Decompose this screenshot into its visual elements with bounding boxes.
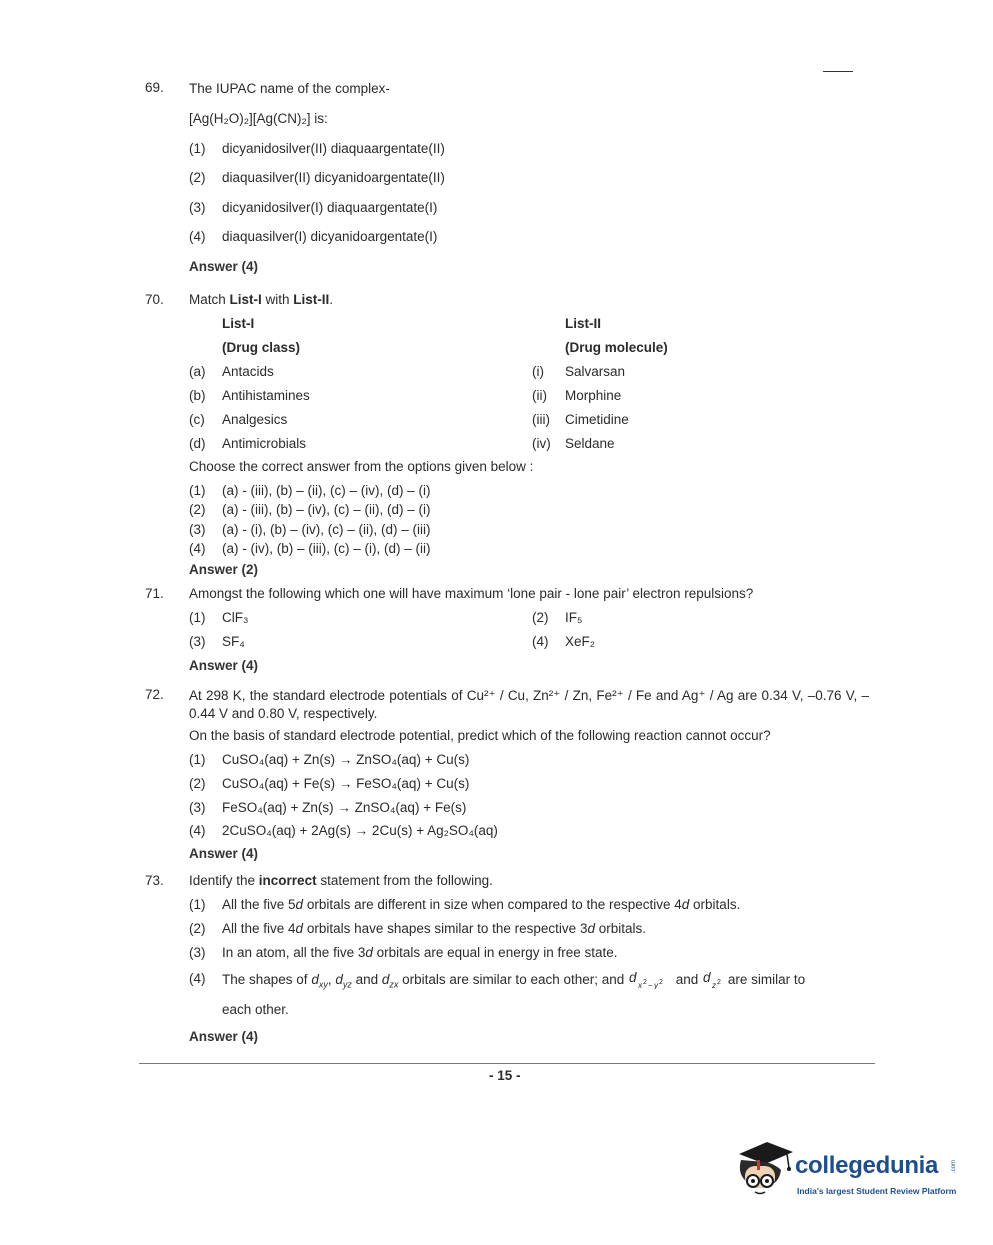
stem-part: with <box>261 292 294 307</box>
list2-subheading: (Drug molecule) <box>565 340 668 355</box>
option-text: 2CuSO₄(aq) + 2Ag(s) → 2Cu(s) + Ag₂SO₄(aq) <box>222 823 498 838</box>
d-x2-y2-orbital <box>628 971 672 989</box>
option-number: (1) <box>189 483 206 498</box>
list1-item: Antihistamines <box>222 388 310 403</box>
answer-label: Answer (4) <box>189 259 259 274</box>
option-number: (3) <box>189 634 206 649</box>
question-stem <box>189 873 493 888</box>
question-number: 73. <box>145 873 164 888</box>
text-part: All the five 5 <box>222 897 296 912</box>
option-number: (4) <box>189 823 206 838</box>
option-number: (4) <box>532 634 549 649</box>
option-text: ClF₃ <box>222 610 249 625</box>
option-number: (3) <box>189 522 206 537</box>
list1-label: (a) <box>189 364 206 379</box>
option-number: (3) <box>189 945 206 960</box>
option-number: (4) <box>189 541 206 556</box>
text-part: orbitals. <box>594 921 646 936</box>
d-yz-orbital <box>335 972 352 990</box>
option-number: (4) <box>189 229 206 244</box>
list2-label: (iii) <box>532 412 550 427</box>
logo-wordmark: collegedunia <box>795 1152 939 1179</box>
logo-tagline: India's largest Student Review Platform <box>797 1186 957 1196</box>
option-number: (1) <box>189 141 206 156</box>
list2-item: Morphine <box>565 388 622 403</box>
stem-part: . <box>329 292 334 307</box>
answer-label: Answer (4) <box>189 658 259 673</box>
text-part: are similar to <box>724 972 806 987</box>
d-zx-orbital <box>381 972 399 990</box>
list1-label: (d) <box>189 436 206 451</box>
d-symbol: d <box>335 972 343 987</box>
text-part: In an atom, all the five 3 <box>222 945 366 960</box>
list1-subheading: (Drug class) <box>222 340 301 355</box>
option-text: XeF₂ <box>565 634 595 649</box>
question-number: 70. <box>145 292 164 307</box>
list1-label: (c) <box>189 412 205 427</box>
option-text <box>222 897 740 912</box>
stem-bold: incorrect <box>258 873 317 888</box>
option-number: (1) <box>189 610 206 625</box>
logo-com: .com <box>951 1160 957 1174</box>
d-xy-orbital <box>311 972 328 990</box>
text-part: orbitals are equal in energy in free state. <box>372 945 618 960</box>
d-symbol: d <box>681 897 690 912</box>
list2-heading: List-II <box>565 316 601 331</box>
footer-rule <box>139 1063 875 1064</box>
header-rule <box>823 71 853 72</box>
stem-list2: List-II <box>293 292 330 307</box>
text-part: and <box>351 972 382 987</box>
option-text: CuSO₄(aq) + Zn(s) → ZnSO₄(aq) + Cu(s) <box>222 752 470 767</box>
option-text: (a) - (iv), (b) – (iii), (c) – (i), (d) – (ii) <box>222 541 431 556</box>
text-part: The shapes of <box>222 972 312 987</box>
answer-label: Answer (4) <box>189 846 259 861</box>
list1-item: Analgesics <box>222 412 288 427</box>
svg-text:2: 2 <box>659 979 663 986</box>
list1-label: (b) <box>189 388 206 403</box>
text-part: orbitals. <box>689 897 741 912</box>
mascot-icon <box>733 1138 795 1210</box>
option-number: (1) <box>189 897 206 912</box>
option-text: dicyanidosilver(II) diaquaargentate(II) <box>222 141 445 156</box>
stem-list1: List-I <box>229 292 262 307</box>
text-part: orbitals have shapes similar to the respective 3 <box>303 921 588 936</box>
text-part: and <box>672 972 703 987</box>
option-text: diaquasilver(I) dicyanidoargentate(I) <box>222 229 438 244</box>
stem-part: statement from the following. <box>316 873 493 888</box>
list1-item: Antacids <box>222 364 274 379</box>
list2-item: Cimetidine <box>565 412 629 427</box>
list1-heading: List-I <box>222 316 255 331</box>
svg-text:2: 2 <box>643 979 647 986</box>
list2-label: (i) <box>532 364 544 379</box>
svg-text:x: x <box>638 981 643 989</box>
d-symbol: d <box>365 945 373 960</box>
option-number: (2) <box>189 170 206 185</box>
stem-part: Identify the <box>189 873 259 888</box>
svg-text:y: y <box>654 981 659 989</box>
stem-part: Match <box>189 292 230 307</box>
option-number: (2) <box>532 610 549 625</box>
svg-text:d: d <box>629 971 637 985</box>
page-number: - 15 - <box>489 1068 521 1083</box>
option-number: (2) <box>189 502 206 517</box>
option-text-continued: each other. <box>222 1002 289 1017</box>
option-number: (2) <box>189 776 206 791</box>
d-z2-orbital <box>702 971 724 989</box>
d-symbol: d <box>381 972 390 987</box>
option-text: (a) - (iii), (b) – (ii), (c) – (iv), (d) – (i) <box>222 483 431 498</box>
question-number: 69. <box>145 80 164 95</box>
text-part: All the five 4 <box>222 921 296 936</box>
orbital-subscript: yz <box>342 979 352 990</box>
question-stem <box>189 292 333 307</box>
d-symbol: d <box>587 921 595 936</box>
option-number: (4) <box>189 971 206 986</box>
list2-label: (ii) <box>532 388 547 403</box>
option-text: FeSO₄(aq) + Zn(s) → ZnSO₄(aq) + Fe(s) <box>222 800 467 815</box>
option-text: diaquasilver(II) dicyanidoargentate(II) <box>222 170 445 185</box>
option-text: dicyanidosilver(I) diaquaargentate(I) <box>222 200 438 215</box>
text-part: , <box>327 972 336 987</box>
text-part: orbitals are different in size when compared to the respective 4 <box>303 897 682 912</box>
question-number: 71. <box>145 586 164 601</box>
answer-label: Answer (2) <box>189 562 259 577</box>
option-text: (a) - (i), (b) – (iv), (c) – (ii), (d) – (iii) <box>222 522 431 537</box>
orbital-subscript: xy <box>318 979 328 990</box>
option-number: (3) <box>189 200 206 215</box>
list2-item: Seldane <box>565 436 615 451</box>
d-symbol: d <box>295 921 304 936</box>
question-number: 72. <box>145 687 164 702</box>
option-text: IF₅ <box>565 610 583 625</box>
d-symbol: d <box>295 897 304 912</box>
svg-text:−: − <box>648 981 653 989</box>
text-part: orbitals are similar to each other; and <box>398 972 629 987</box>
complex-formula: [Ag(H₂O)₂][Ag(CN)₂] is: <box>189 111 328 126</box>
option-text <box>222 971 869 990</box>
question-stem: The IUPAC name of the complex- <box>189 81 390 96</box>
svg-text:2: 2 <box>717 979 721 986</box>
list1-item: Antimicrobials <box>222 436 307 451</box>
option-text: SF₄ <box>222 634 245 649</box>
option-number: (1) <box>189 752 206 767</box>
option-text: (a) - (iii), (b) – (iv), (c) – (ii), (d) – (i) <box>222 502 431 517</box>
option-text: CuSO₄(aq) + Fe(s) → FeSO₄(aq) + Cu(s) <box>222 776 470 791</box>
option-number: (3) <box>189 800 206 815</box>
svg-text:d: d <box>703 971 711 985</box>
orbital-subscript: zx <box>389 979 399 990</box>
option-text <box>222 945 618 960</box>
answer-label: Answer (4) <box>189 1029 259 1044</box>
svg-text:z: z <box>712 981 717 989</box>
instruction-text: Choose the correct answer from the options given below : <box>189 459 534 474</box>
question-stem: Amongst the following which one will have maximum ‘lone pair - lone pair’ electron repulsions? <box>189 586 754 601</box>
question-stem-2: On the basis of standard electrode potential, predict which of the following reaction cannot occur? <box>189 728 771 743</box>
d-symbol: d <box>311 972 319 987</box>
question-stem: At 298 K, the standard electrode potentials of Cu²⁺ / Cu, Zn²⁺ / Zn, Fe²⁺ / Fe and Ag⁺ / Ag are 0.34 V, –0.76 V, –0.44 V and 0.80 V, respectively. <box>189 688 869 721</box>
option-text <box>222 921 646 936</box>
list2-item: Salvarsan <box>565 364 626 379</box>
list2-label: (iv) <box>532 436 551 451</box>
option-number: (2) <box>189 921 206 936</box>
